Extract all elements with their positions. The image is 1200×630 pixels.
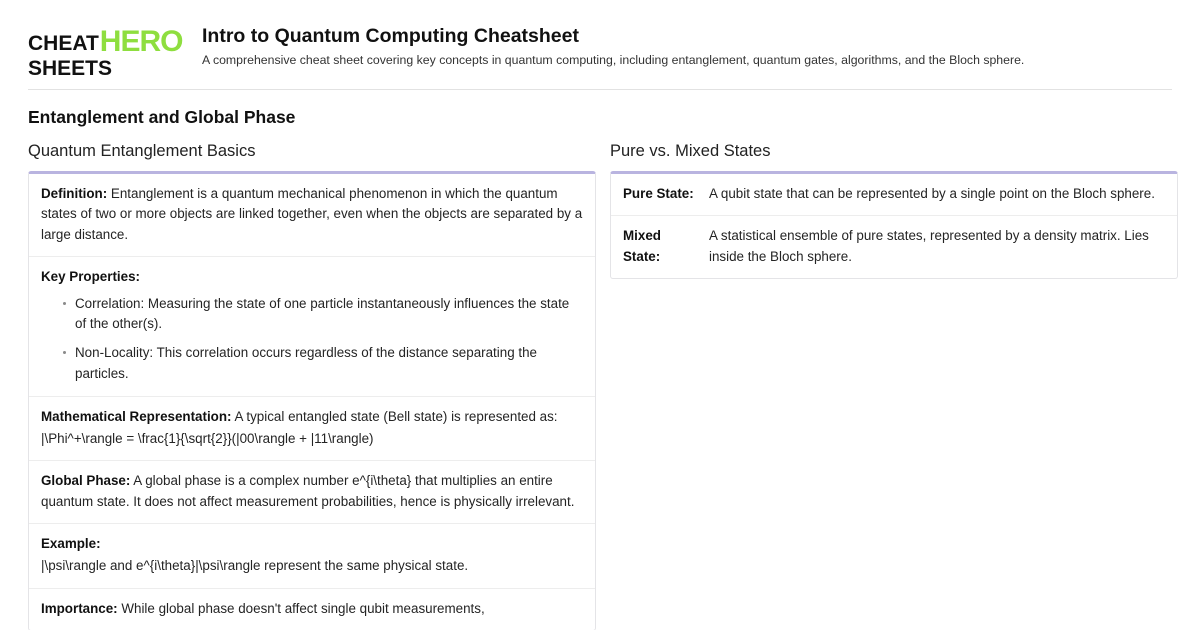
section-heading: Entanglement and Global Phase — [28, 107, 296, 127]
page-header — [28, 0, 1172, 90]
example-block — [29, 524, 595, 589]
page-title: Intro to Quantum Computing Cheatsheet — [202, 25, 579, 47]
left-card-title: Quantum Entanglement Basics — [28, 142, 256, 160]
header-text-group — [188, 22, 1024, 69]
key-properties-list — [41, 294, 583, 385]
logo-text-hero: HERO — [99, 25, 183, 58]
brand-logo — [28, 22, 188, 79]
importance-text: While global phase doesn't affect single qubit measurements, — [117, 600, 485, 616]
entanglement-card — [28, 171, 596, 630]
logo-text-cheat: CHEAT — [28, 32, 99, 55]
math-text: A typical entangled state (Bell state) is represented as: — [231, 408, 558, 424]
key-properties-block — [29, 257, 595, 396]
math-formula: |\Phi^+\rangle = \frac{1}{\sqrt{2}}(|00\rangle + |11\rangle) — [41, 430, 374, 446]
table-row — [611, 216, 1177, 278]
pure-mixed-states-card — [610, 171, 1178, 279]
definition-block — [29, 174, 595, 257]
math-label: Mathematical Representation: — [41, 408, 232, 424]
left-column — [28, 142, 596, 630]
pure-state-term: Pure State: — [623, 186, 694, 201]
global-phase-block — [29, 461, 595, 524]
definition-text: Entanglement is a quantum mechanical phenomenon in which the quantum states of two or more objects are linked together, even when the objects are separated by a large distance. — [41, 186, 583, 242]
content-columns — [28, 142, 1172, 630]
list-item: Correlation: Measuring the state of one particle instantaneously influences the state of the other(s). — [63, 294, 583, 336]
importance-block — [29, 589, 595, 630]
key-properties-label: Key Properties: — [41, 269, 140, 285]
right-column — [610, 142, 1178, 630]
global-phase-label: Global Phase: — [41, 473, 131, 489]
global-phase-text: A global phase is a complex number e^{i\theta} that multiplies an entire quantum state. It does not affect measurement probabilities, hence is physically irrelevant. — [41, 473, 575, 509]
mixed-state-term: Mixed State: — [623, 228, 661, 264]
logo-text-sheets: SHEETS — [28, 57, 113, 80]
list-item: Non-Locality: This correlation occurs regardless of the distance separating the particles. — [63, 343, 583, 385]
mixed-state-desc: A statistical ensemble of pure states, represented by a density matrix. Lies inside the Bloch sphere. — [709, 228, 1149, 264]
pure-state-desc: A qubit state that can be represented by a single point on the Bloch sphere. — [709, 186, 1155, 201]
example-formula: |\psi\rangle and e^{i\theta}|\psi\rangle represent the same physical state. — [41, 558, 469, 574]
right-card-title: Pure vs. Mixed States — [610, 142, 771, 160]
importance-label: Importance: — [41, 600, 118, 616]
page-subtitle: A comprehensive cheat sheet covering key concepts in quantum computing, including entanglement, quantum gates, algorithms, and the Bloch sphere. — [202, 53, 1025, 68]
table-row — [611, 174, 1177, 216]
example-label: Example: — [41, 536, 101, 552]
math-representation-block — [29, 397, 595, 462]
definition-label: Definition: — [41, 186, 108, 201]
